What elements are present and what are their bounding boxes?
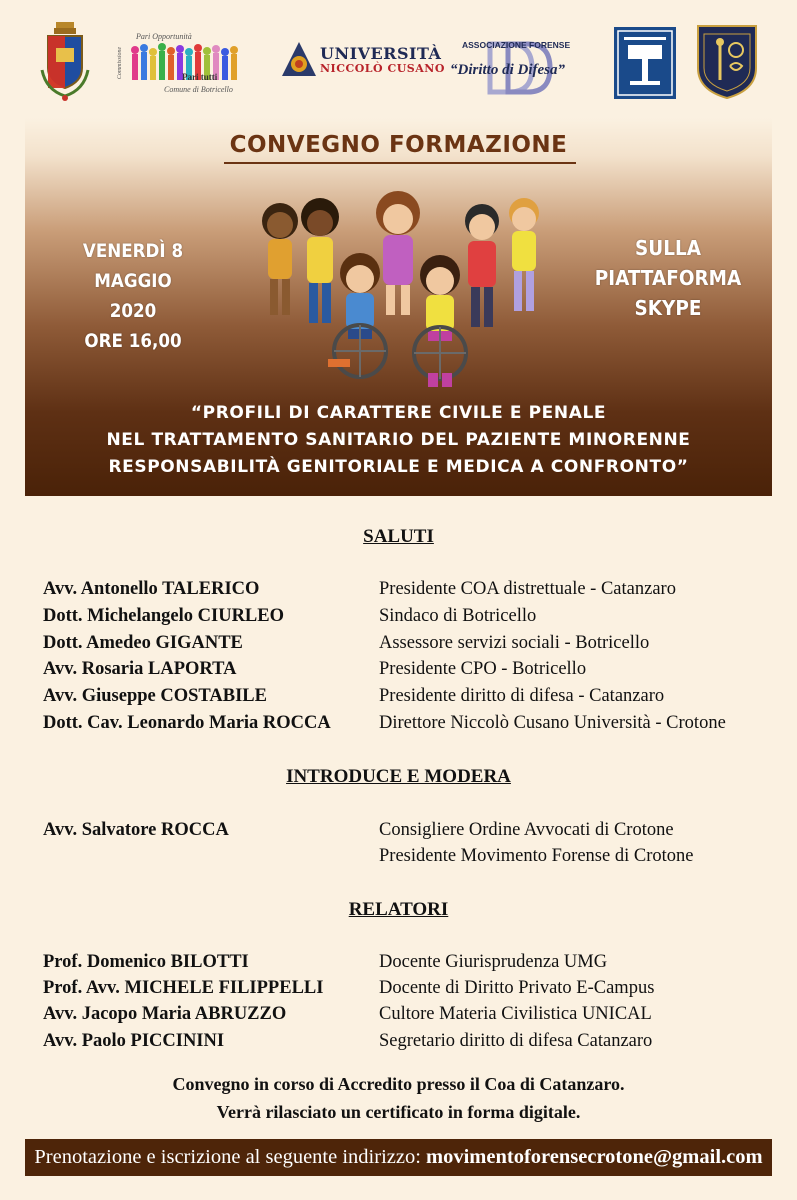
platform-line: SKYPE: [634, 296, 702, 320]
date-line: 2020: [109, 300, 157, 322]
cusano-line-2: NICCOLÒ CUSANO: [320, 62, 445, 75]
accreditation-note: Convegno in corso di Accredito presso il Coa di Catanzaro.: [172, 1074, 625, 1094]
platform-line: PIATTAFORMA: [594, 266, 742, 290]
speaker-row: [0, 686, 797, 712]
date-line: ORE 16,00: [84, 330, 182, 352]
speaker-name: Avv. Antonello TALERICO: [43, 579, 260, 599]
platform-line: SULLA: [635, 236, 701, 260]
speaker-name: Avv. Jacopo Maria ABRUZZO: [43, 1004, 287, 1024]
moderator-row: [0, 846, 797, 872]
speaker-row: [0, 952, 797, 978]
speaker-name: Dott. Cav. Leonardo Maria ROCCA: [43, 713, 331, 733]
speaker-name: Prof. Avv. MICHELE FILIPPELLI: [43, 978, 324, 998]
speaker-row: [0, 579, 797, 605]
municipal-crest-icon: [36, 20, 94, 104]
speaker-name: Avv. Giuseppe COSTABILE: [43, 686, 267, 706]
logo-text-side: Commissione: [117, 46, 124, 80]
topic-line: “PROFILI DI CARATTERE CIVILE E PENALE: [190, 403, 607, 423]
speaker-role: Cultore Materia Civilistica UNICAL: [379, 1004, 652, 1024]
speaker-role: Assessore servizi sociali - Botricello: [379, 633, 650, 653]
moderator-row: [0, 820, 797, 846]
certificate-note: Verrà rilasciato un certificato in forma digitale.: [216, 1102, 581, 1122]
cusano-emblem-icon: [280, 40, 318, 80]
speaker-role: Presidente COA distrettuale - Catanzaro: [379, 579, 676, 599]
speaker-row: [0, 713, 797, 739]
speaker-name: Dott. Michelangelo CIURLEO: [43, 606, 284, 626]
registration-text: Prenotazione e iscrizione al seguente indirizzo:: [34, 1146, 427, 1168]
associazione-line-1: ASSOCIAZIONE FORENSE: [462, 40, 571, 50]
speaker-role: Docente Giurisprudenza UMG: [379, 952, 608, 972]
event-platform: [590, 233, 746, 323]
event-topic: [25, 400, 772, 481]
pari-opportunita-logo: [117, 32, 242, 98]
saluti-heading: SALUTI: [363, 526, 434, 547]
event-date: [63, 236, 204, 356]
speaker-name: Dott. Amedeo GIGANTE: [43, 633, 243, 653]
moderator-role: Presidente Movimento Forense di Crotone: [379, 846, 694, 866]
speaker-row: [0, 659, 797, 685]
speaker-row: [0, 633, 797, 659]
speaker-name: Avv. Rosaria LAPORTA: [43, 659, 237, 679]
topic-line: NEL TRATTAMENTO SANITARIO DEL PAZIENTE MINORENNE: [106, 430, 691, 450]
event-banner: [25, 118, 772, 496]
associazione-forense-logo: [440, 36, 600, 96]
logo-strip: [0, 0, 797, 118]
cusano-line-1: UNIVERSITÀ: [320, 44, 442, 63]
cusano-logo-text: [320, 44, 445, 75]
speaker-role: Presidente CPO - Botricello: [379, 659, 587, 679]
logo-text-top: Pari Opportunità: [136, 32, 192, 41]
logo-text-bottom: Comune di Botricello: [164, 85, 233, 94]
logo-text-overlay: Pari tutti: [182, 72, 218, 82]
speaker-row: [0, 978, 797, 1004]
speaker-row: [0, 1004, 797, 1030]
speaker-role: Sindaco di Botricello: [379, 606, 537, 626]
speaker-row: [0, 606, 797, 632]
topic-line: RESPONSABILITÀ GENITORIALE E MEDICA A CONFRONTO”: [108, 457, 689, 477]
associazione-line-2: “Diritto di Difesa”: [450, 62, 565, 78]
registration-email[interactable]: movimentoforensecrotone@gmail.com: [426, 1146, 763, 1168]
speaker-role: Docente di Diritto Privato E-Campus: [379, 978, 655, 998]
moderator-role: Consigliere Ordine Avvocati di Crotone: [379, 820, 674, 840]
speaker-role: Direttore Niccolò Cusano Università - Crotone: [379, 713, 726, 733]
modera-heading: INTRODUCE E MODERA: [286, 766, 511, 787]
speaker-role: Segretario diritto di difesa Catanzaro: [379, 1031, 653, 1051]
ordine-avvocati-crest-icon: [696, 24, 758, 100]
movimento-forense-logo-icon: [614, 27, 676, 99]
children-illustration-icon: [250, 183, 550, 393]
event-title-underline: [224, 162, 576, 164]
moderator-name: Avv. Salvatore ROCCA: [43, 820, 229, 840]
relatori-heading: RELATORI: [348, 899, 449, 920]
date-line: VENERDÌ 8 MAGGIO: [82, 240, 184, 292]
registration-footer: [25, 1139, 772, 1176]
speaker-name: Prof. Domenico BILOTTI: [43, 952, 249, 972]
speaker-row: [0, 1031, 797, 1057]
event-title: CONVEGNO FORMAZIONE: [229, 132, 568, 158]
speaker-role: Presidente diritto di difesa - Catanzaro: [379, 686, 665, 706]
speaker-name: Avv. Paolo PICCININI: [43, 1031, 225, 1051]
